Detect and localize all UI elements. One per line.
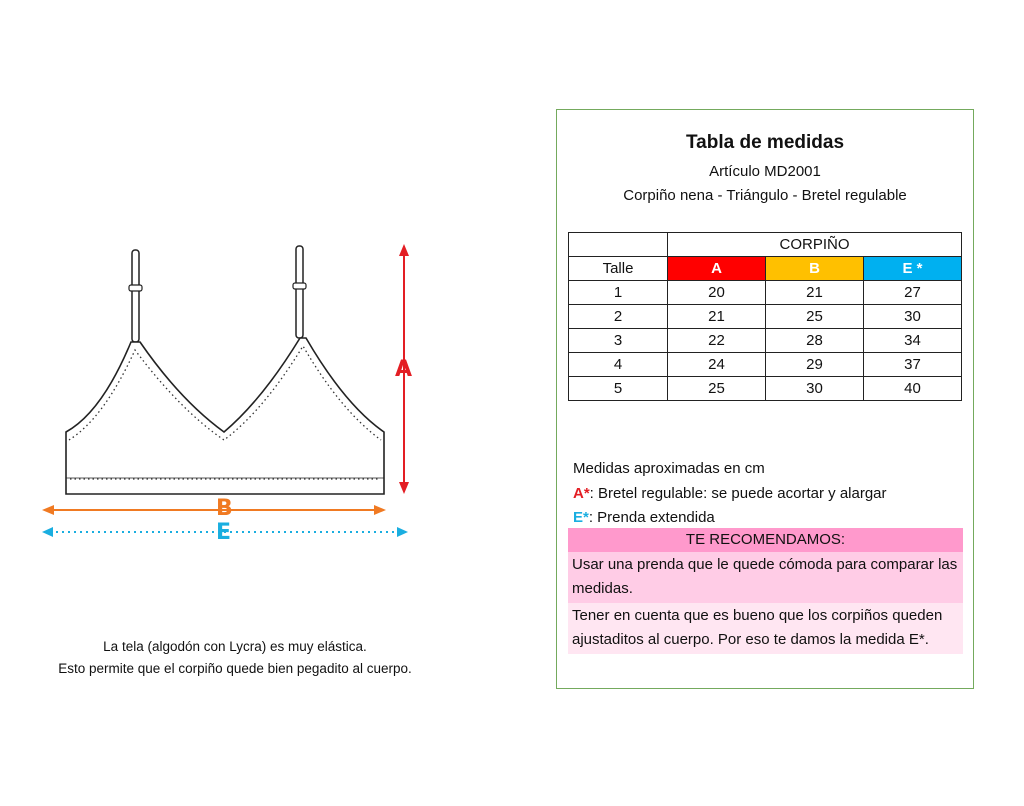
size-chart-panel xyxy=(556,109,974,689)
table-cell: 29 xyxy=(766,353,864,377)
table-cell: 30 xyxy=(864,305,962,329)
column-header-talle: Talle xyxy=(569,257,668,281)
size-table xyxy=(568,232,962,401)
table-group-header-row xyxy=(569,233,962,257)
dimension-e-label: E xyxy=(216,520,232,545)
table-cell: 21 xyxy=(668,305,766,329)
table-header-row xyxy=(569,257,962,281)
note-a xyxy=(573,485,887,502)
caption-line-1: La tela (algodón con Lycra) es muy elástica. xyxy=(103,639,367,654)
table-row xyxy=(569,305,962,329)
note-e-mark: E* xyxy=(573,509,589,526)
recommendation-box xyxy=(568,528,963,654)
table-cell: 37 xyxy=(864,353,962,377)
table-cell: 4 xyxy=(569,353,668,377)
note-a-mark: A* xyxy=(573,485,590,502)
table-cell: 28 xyxy=(766,329,864,353)
recommendation-header: TE RECOMENDAMOS: xyxy=(568,528,963,552)
dimension-a-label: A xyxy=(395,357,413,382)
left-strap-slider xyxy=(129,285,142,291)
column-header-a: A xyxy=(668,257,766,281)
panel-title: Tabla de medidas xyxy=(685,132,845,153)
table-row xyxy=(569,353,962,377)
article-code: Artículo MD2001 xyxy=(709,163,821,180)
note-a-text: : Bretel regulable: se puede acortar y alargar xyxy=(589,485,887,502)
table-cell: 5 xyxy=(569,377,668,401)
right-strap xyxy=(296,246,303,338)
table-group-header: CORPIÑO xyxy=(668,233,962,257)
table-row xyxy=(569,377,962,401)
table-cell: 27 xyxy=(864,281,962,305)
recommendation-item: Usar una prenda que le quede cómoda para comparar las medidas. xyxy=(568,552,963,603)
note-e xyxy=(573,509,715,526)
column-header-e: E * xyxy=(864,257,962,281)
table-cell: 2 xyxy=(569,305,668,329)
table-row xyxy=(569,329,962,353)
table-corner-cell xyxy=(569,233,668,257)
table-cell: 21 xyxy=(766,281,864,305)
table-cell: 22 xyxy=(668,329,766,353)
caption-line-2: Esto permite que el corpiño quede bien pegadito al cuerpo. xyxy=(58,661,412,676)
table-row xyxy=(569,281,962,305)
table-cell: 40 xyxy=(864,377,962,401)
dimension-b-arrow xyxy=(42,505,386,515)
approx-note: Medidas aproximadas en cm xyxy=(573,460,765,477)
left-strap xyxy=(132,250,139,342)
table-cell: 34 xyxy=(864,329,962,353)
dimension-b-label: B xyxy=(216,496,233,521)
table-cell: 1 xyxy=(569,281,668,305)
bra-body xyxy=(66,338,384,494)
table-cell: 25 xyxy=(766,305,864,329)
right-strap-slider xyxy=(293,283,306,289)
table-cell: 20 xyxy=(668,281,766,305)
table-cell: 3 xyxy=(569,329,668,353)
recommendation-item: Tener en cuenta que es bueno que los corpiños queden ajustaditos al cuerpo. Por eso te damos la medida E*. xyxy=(568,603,963,654)
column-header-b: B xyxy=(766,257,864,281)
table-cell: 30 xyxy=(766,377,864,401)
table-cell: 24 xyxy=(668,353,766,377)
product-description: Corpiño nena - Triángulo - Bretel regulable xyxy=(623,187,907,204)
note-e-text: : Prenda extendida xyxy=(588,509,715,526)
table-cell: 25 xyxy=(668,377,766,401)
